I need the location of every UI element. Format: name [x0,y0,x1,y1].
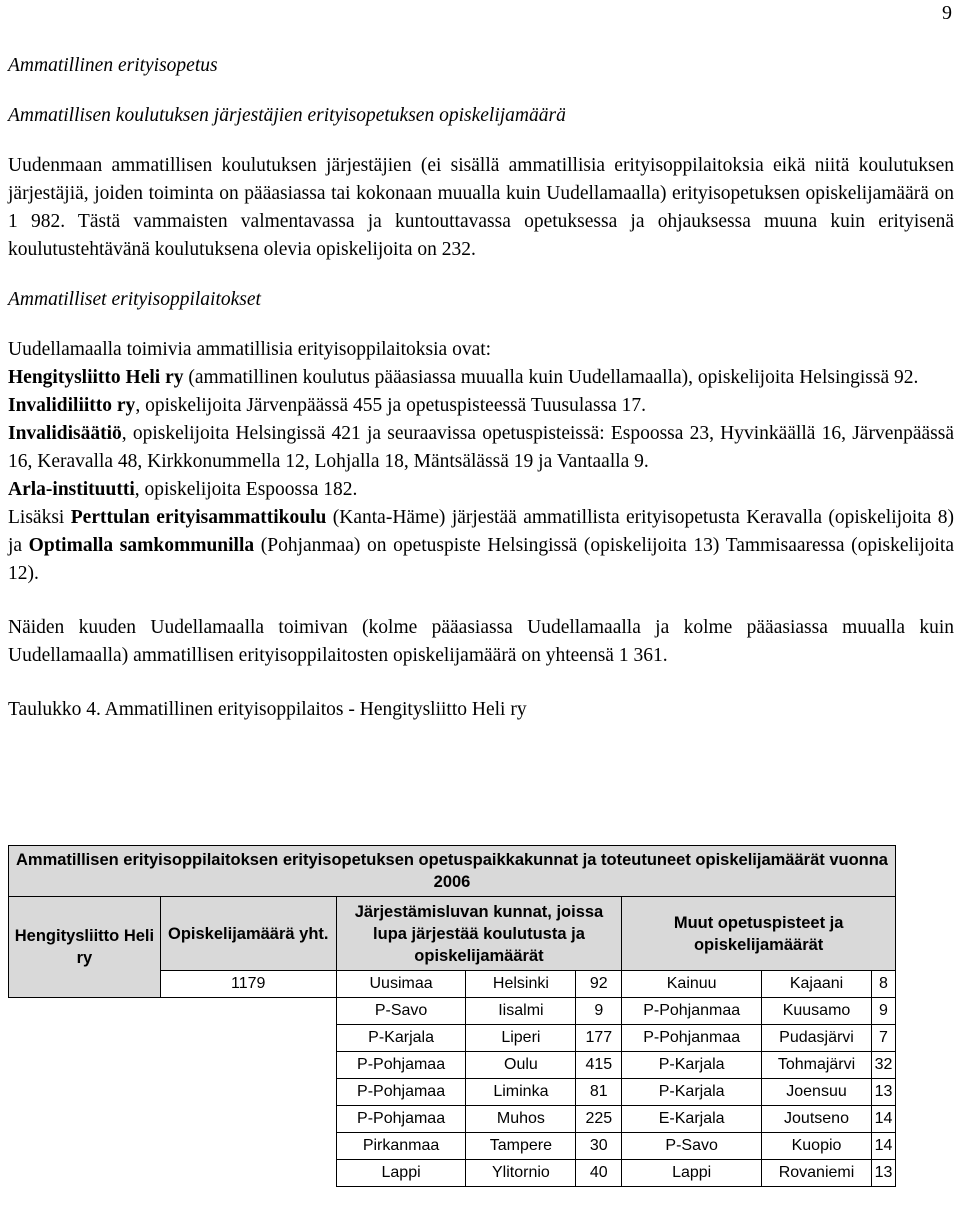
institution-text: (ammatillinen koulutus pääasiassa muualla kuin Uudellamaalla), opiskelijoita Helsingissä 92. [183,367,919,388]
table-header-institution: Hengitysliitto Heli ry [9,897,161,998]
table-cell-region: P-Karjala [336,1025,466,1052]
paragraph-lisaksi [8,504,954,588]
table-title: Ammatillisen erityisoppilaitoksen erityisopetuksen opetuspaikkakunnat ja toteutuneet opiskelijamäärät vuonna 2006 [9,846,896,897]
table-cell-region: P-Pohjamaa [336,1106,466,1133]
table-cell-region: Kainuu [622,971,762,998]
institution-name: Invalidisäätiö [8,423,122,444]
table-cell-city: Oulu [466,1052,576,1079]
table-cell-count: 81 [576,1079,622,1106]
institution-text: , opiskelijoita Järvenpäässä 455 ja opetuspisteessä Tuusulassa 17. [135,395,647,416]
table-cell-city: Liminka [466,1079,576,1106]
table-cell-region: Lappi [336,1160,466,1187]
table-cell-count: 9 [576,998,622,1025]
page-number: 9 [942,2,952,24]
institution-name: Optimalla samkommunilla [28,535,255,556]
table-cell-city: Kuusamo [762,998,872,1025]
table-cell-count: 32 [871,1052,895,1079]
paragraph-students: Uudenmaan ammatillisen koulutuksen järjestäjien (ei sisällä ammatillisia erityisoppilaitoksia eikä niitä koulutuksen järjestäjiä, joiden toiminta on pääasiassa tai kokonaan muualla kuin Uudellamaalla) erityisopetuksen opiskelijamäärä on 1 982. Tästä vammaisten valmentavassa ja kuntouttavassa opetuksessa ja ohjauksessa muuna kuin erityisenä koulutustehtävänä koulutuksena olevia opiskelijoita on 232. [8,155,954,260]
institution-arla [8,476,954,504]
section-heading: Ammatillinen erityisopetus [8,55,218,76]
institution-name: Hengitysliitto Heli ry [8,367,184,388]
table-cell-region: P-Savo [622,1133,762,1160]
subheading-students: Ammatillisen koulutuksen järjestäjien erityisopetuksen opiskelijamäärä [8,105,566,126]
institution-text: , opiskelijoita Espoossa 182. [134,479,358,500]
table-cell-city: Ylitornio [466,1160,576,1187]
table-row [9,1079,896,1106]
table-cell-count: 8 [871,971,895,998]
table-cell-count: 14 [871,1106,895,1133]
table-cell-city: Iisalmi [466,998,576,1025]
table-cell-count: 177 [576,1025,622,1052]
text-fragment: Lisäksi [8,507,71,528]
table-cell-region: P-Savo [336,998,466,1025]
table-row [9,1025,896,1052]
table-total-value: 1179 [160,971,336,998]
institution-table [8,845,896,1187]
table-cell-region: P-Pohjanmaa [622,998,762,1025]
table-cell-count: 9 [871,998,895,1025]
table-cell-count: 30 [576,1133,622,1160]
paragraph-summary: Näiden kuuden Uudellamaalla toimivan (kolme pääasiassa Uudellamaalla ja kolme pääasiassa muualla kuin Uudellamaalla) ammatillisen erityisoppilaitosten opiskelijamäärä on yhteensä 1 361. [8,617,954,666]
table-cell-count: 14 [871,1133,895,1160]
text-fragment: (Pohjanmaa) on opetuspiste Helsingissä (opiskelijoita 13) Tammisaaressa (opiskelijoita 12). [8,535,954,584]
table-cell-count: 415 [576,1052,622,1079]
table-cell-city: Tohmajärvi [762,1052,872,1079]
table-cell-count: 13 [871,1079,895,1106]
table-cell-region: P-Karjala [622,1079,762,1106]
institution-hengitysliitto [8,364,954,392]
table-cell-region: E-Karjala [622,1106,762,1133]
table-caption: Taulukko 4. Ammatillinen erityisoppilaitos - Hengitysliitto Heli ry [8,699,527,720]
table-cell-region: P-Pohjamaa [336,1079,466,1106]
table-row [9,1160,896,1187]
table-cell-count: 225 [576,1106,622,1133]
institution-invalidiliitto [8,392,954,420]
subheading-institutions: Ammatilliset erityisoppilaitokset [8,289,261,310]
table-cell-count: 13 [871,1160,895,1187]
table-cell-city: Helsinki [466,971,576,998]
table-cell-region: P-Pohjamaa [336,1052,466,1079]
table-header-licensed: Järjestämisluvan kunnat, joissa lupa järjestää koulutusta ja opiskelijamäärät [336,897,622,971]
table-cell-region: Lappi [622,1160,762,1187]
table-cell-count: 40 [576,1160,622,1187]
table-cell-region: P-Karjala [622,1052,762,1079]
institution-name: Arla-instituutti [8,479,135,500]
table-cell-city: Rovaniemi [762,1160,872,1187]
table-cell-city: Kuopio [762,1133,872,1160]
table-cell-region: Pirkanmaa [336,1133,466,1160]
table-cell-city: Joensuu [762,1079,872,1106]
table-row [9,1106,896,1133]
table-cell-count: 7 [871,1025,895,1052]
table-cell-city: Muhos [466,1106,576,1133]
document-body [8,52,954,724]
table-row [9,1052,896,1079]
institution-text: , opiskelijoita Helsingissä 421 ja seuraavissa opetuspisteissä: Espoossa 23, Hyvinkäällä 16, Järvenpäässä 16, Keravalla 48, Kirkkonummella 12, Lohjalla 18, Mäntsälässä 19 ja Vantaalla 9. [8,423,954,472]
table-cell-city: Joutseno [762,1106,872,1133]
institutions-intro: Uudellamaalla toimivia ammatillisia erityisoppilaitoksia ovat: [8,339,492,360]
table-cell-region: Uusimaa [336,971,466,998]
institution-invalidisaatio [8,420,954,476]
table-cell-city: Pudasjärvi [762,1025,872,1052]
table-cell-count: 92 [576,971,622,998]
table-cell-city: Kajaani [762,971,872,998]
table-row [9,1133,896,1160]
text-fragment: (Kanta-Häme) järjestää ammatillista erityisopetusta Keravalla (opiskelijoita 8) ja [8,507,954,556]
table-cell-city: Tampere [466,1133,576,1160]
table-row [9,998,896,1025]
table-cell-city: Liperi [466,1025,576,1052]
institution-name: Invalidiliitto ry [8,395,136,416]
table-header-total: Opiskelijamäärä yht. [160,897,336,971]
table-header-other: Muut opetuspisteet ja opiskelijamäärät [622,897,896,971]
table-cell-region: P-Pohjanmaa [622,1025,762,1052]
institution-name: Perttulan erityisammattikoulu [70,507,327,528]
